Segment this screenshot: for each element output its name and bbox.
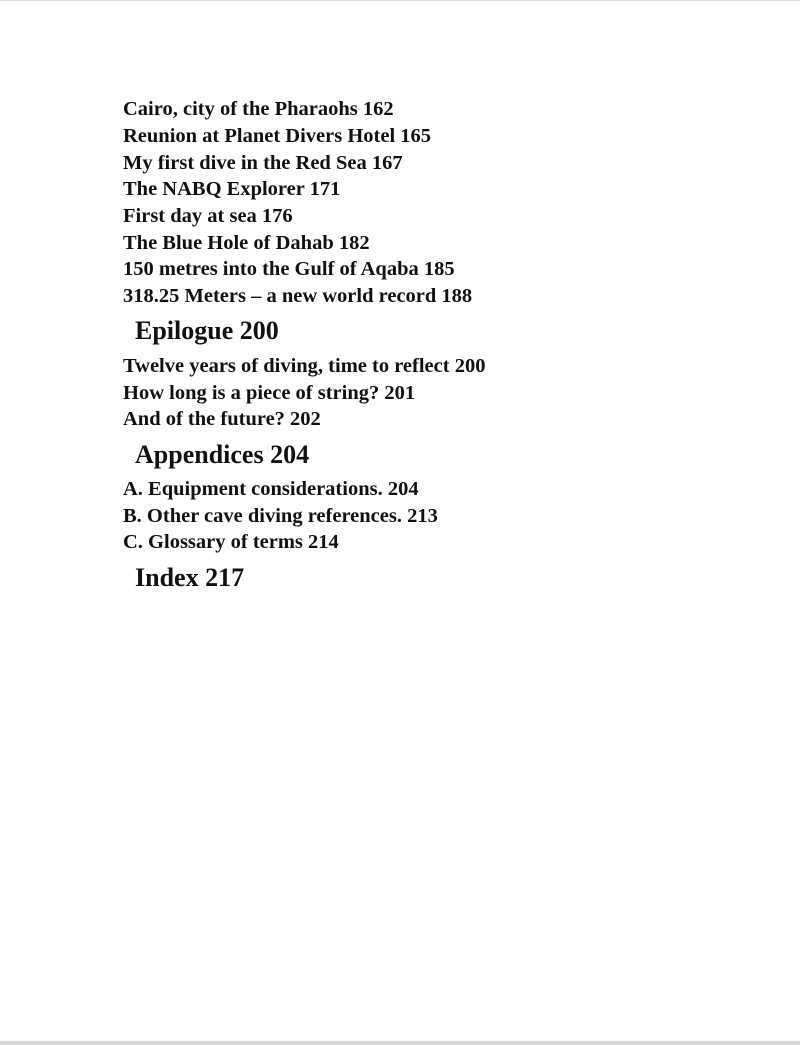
toc-entry-cairo: Cairo, city of the Pharaohs 162 — [123, 98, 394, 120]
toc-entry-cave-diving-references: B. Other cave diving references. 213 — [123, 505, 438, 527]
toc-entry-first-dive-red-sea: My first dive in the Red Sea 167 — [123, 152, 403, 174]
toc-entry-gulf-of-aqaba: 150 metres into the Gulf of Aqaba 185 — [123, 258, 455, 280]
toc-entry-first-day-at-sea: First day at sea 176 — [123, 205, 293, 227]
toc-entry-equipment: A. Equipment considerations. 204 — [123, 478, 419, 500]
toc-entry-piece-of-string: How long is a piece of string? 201 — [123, 382, 416, 404]
page-bottom-border — [0, 1041, 800, 1045]
toc-entry-reunion: Reunion at Planet Divers Hotel 165 — [123, 125, 432, 147]
toc-entry-nabq-explorer: The NABQ Explorer 171 — [123, 178, 341, 200]
toc-entry-glossary: C. Glossary of terms 214 — [123, 531, 339, 553]
toc-section-appendices: Appendices 204 — [135, 440, 310, 469]
toc-section-index: Index 217 — [135, 563, 245, 592]
toc-entry-future: And of the future? 202 — [123, 408, 321, 430]
toc-entry-world-record: 318.25 Meters – a new world record 188 — [123, 285, 473, 307]
toc-section-epilogue: Epilogue 200 — [135, 316, 279, 345]
toc-entry-blue-hole: The Blue Hole of Dahab 182 — [123, 232, 370, 254]
toc-entry-twelve-years: Twelve years of diving, time to reflect 200 — [123, 355, 486, 377]
